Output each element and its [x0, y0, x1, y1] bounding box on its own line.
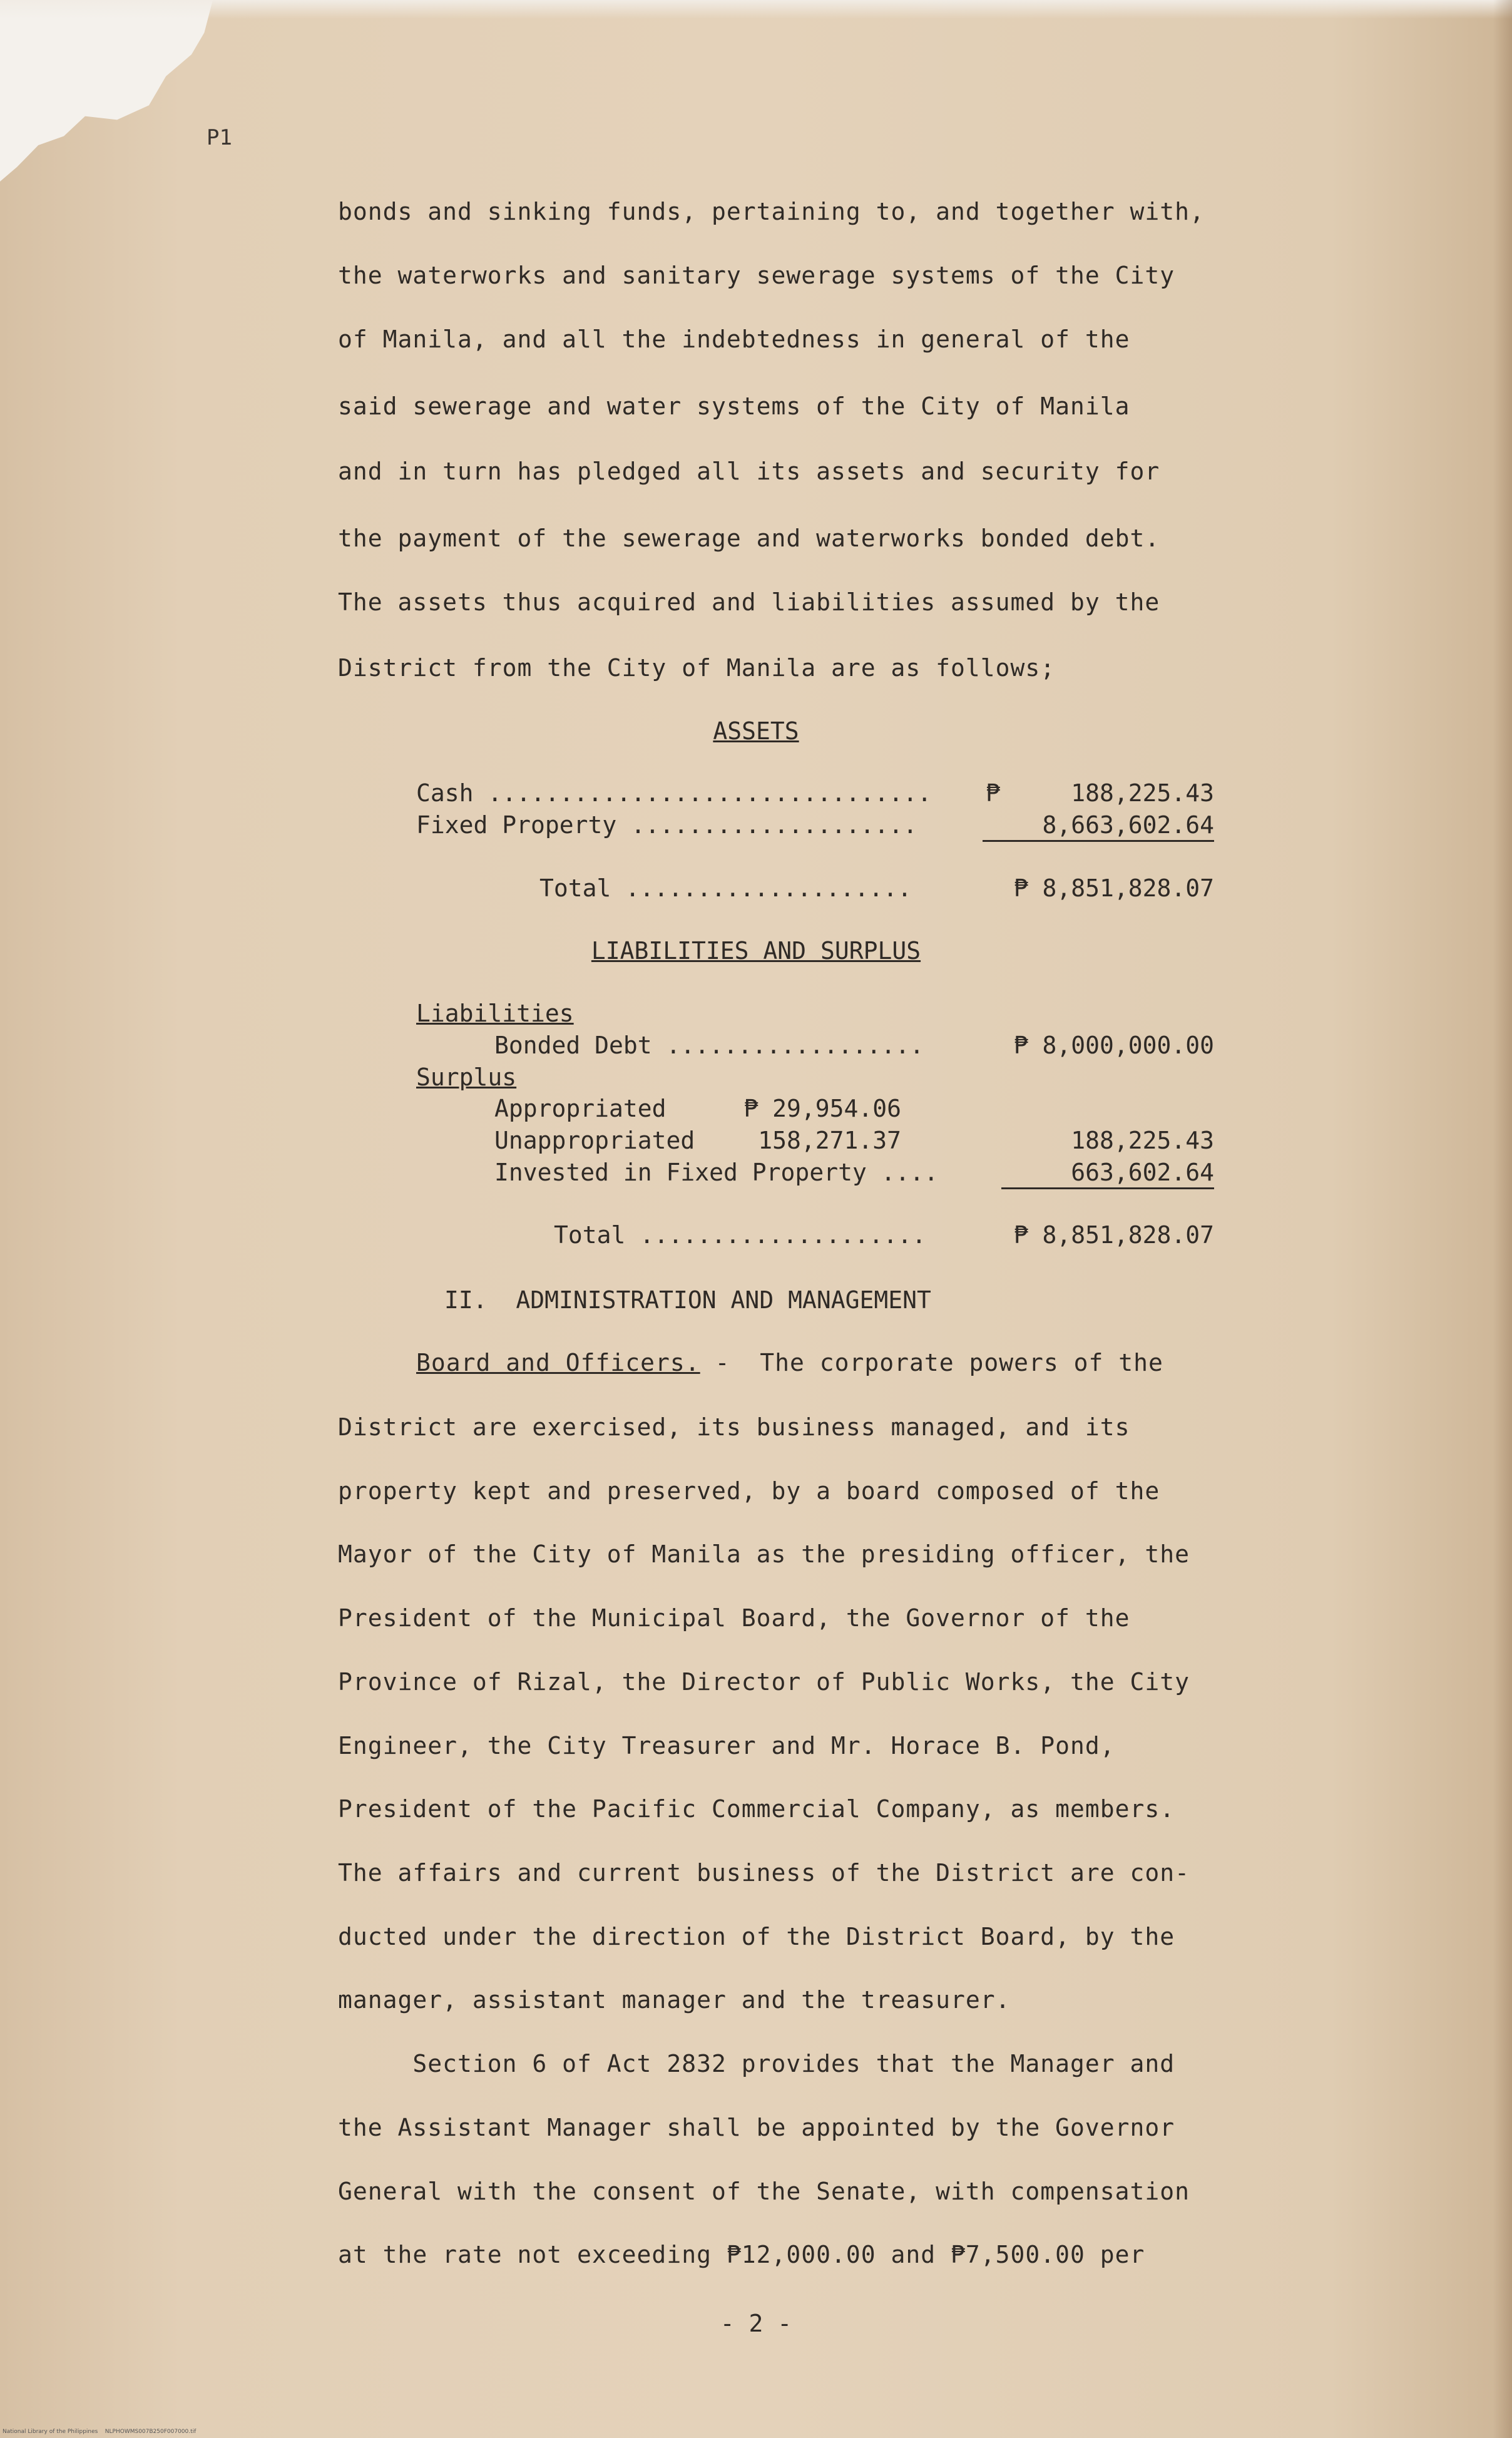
fixed-property-label: Fixed Property ....................: [416, 811, 917, 839]
text-line: Section 6 of Act 2832 provides that the Manager and: [338, 2050, 1175, 2077]
text-line: property kept and preserved, by a board composed of the: [338, 1477, 1160, 1505]
assets-total-label: Total ....................: [539, 874, 912, 902]
liabilities-label: Liabilities: [416, 1000, 574, 1027]
unappropriated-label: Unappropriated: [494, 1127, 695, 1154]
text-line: at the rate not exceeding ₱12,000.00 and ₱7,500.00 per: [338, 2241, 1145, 2268]
invested-value: 663,602.64: [1071, 1159, 1214, 1186]
appropriated-value: ₱ 29,954.06: [743, 1095, 901, 1122]
text-line: President of the Municipal Board, the Governor of the: [338, 1604, 1130, 1632]
text-line: General with the consent of the Senate, with compensation: [338, 2178, 1190, 2205]
torn-corner: [0, 0, 213, 182]
text-line: Engineer, the City Treasurer and Mr. Horace B. Pond,: [338, 1732, 1115, 1759]
text-line: President of the Pacific Commercial Company, as members.: [338, 1795, 1175, 1823]
text-line: of Manila, and all the indebtedness in general of the: [338, 325, 1130, 353]
assets-total-value: ₱ 8,851,828.07: [1013, 874, 1214, 902]
text-line: The affairs and current business of the District are con-: [338, 1859, 1190, 1887]
text-line: and in turn has pledged all its assets and security for: [338, 458, 1160, 485]
text-line: District are exercised, its business managed, and its: [338, 1413, 1130, 1441]
text-line: bonds and sinking funds, pertaining to, and together with,: [338, 198, 1205, 225]
assets-heading: ASSETS: [713, 717, 799, 745]
cash-label: Cash ...............................: [416, 779, 932, 807]
text-line: District from the City of Manila are as follows;: [338, 654, 1056, 682]
unappropriated-value: 158,271.37: [758, 1127, 901, 1154]
text-line: - The corporate powers of the: [700, 1349, 1163, 1376]
text-line: the payment of the sewerage and waterworks bonded debt.: [338, 525, 1160, 552]
surplus-sum-value: 188,225.43: [1071, 1127, 1214, 1154]
fixed-property-value: 8,663,602.64: [1042, 811, 1214, 839]
appropriated-label: Appropriated: [494, 1095, 667, 1122]
text-line: Province of Rizal, the Director of Public Works, the City: [338, 1668, 1190, 1696]
text-line: Mayor of the City of Manila as the presiding officer, the: [338, 1540, 1190, 1568]
text-line: The assets thus acquired and liabilities assumed by the: [338, 588, 1160, 616]
page-marker: P1: [207, 125, 232, 150]
text-line: said sewerage and water systems of the City of Manila: [338, 392, 1130, 420]
liabilities-total-label: Total ....................: [554, 1221, 926, 1249]
surplus-label: Surplus: [416, 1063, 517, 1091]
liabilities-total-value: ₱ 8,851,828.07: [1013, 1221, 1214, 1249]
text-line: ducted under the direction of the District Board, by the: [338, 1923, 1175, 1950]
text-line: the Assistant Manager shall be appointed by the Governor: [338, 2114, 1175, 2141]
scan-footer: National Library of the Philippines NLPHOWMS007B250F007000.tif: [3, 2429, 197, 2435]
bonded-debt-label: Bonded Debt ..................: [494, 1032, 924, 1059]
page-number: - 2 -: [720, 2310, 792, 2337]
cash-sign: ₱: [986, 779, 1000, 807]
text-line: the waterworks and sanitary sewerage systems of the City: [338, 262, 1175, 289]
text-line: manager, assistant manager and the treasurer.: [338, 1986, 1011, 2014]
board-title: Board and Officers.: [416, 1349, 700, 1376]
liabilities-heading: LIABILITIES AND SURPLUS: [591, 937, 921, 965]
section-heading: II. ADMINISTRATION AND MANAGEMENT: [444, 1286, 931, 1314]
bonded-debt-value: ₱ 8,000,000.00: [1013, 1032, 1214, 1059]
cash-value: 188,225.43: [1071, 779, 1214, 807]
invested-label: Invested in Fixed Property ....: [494, 1159, 939, 1186]
